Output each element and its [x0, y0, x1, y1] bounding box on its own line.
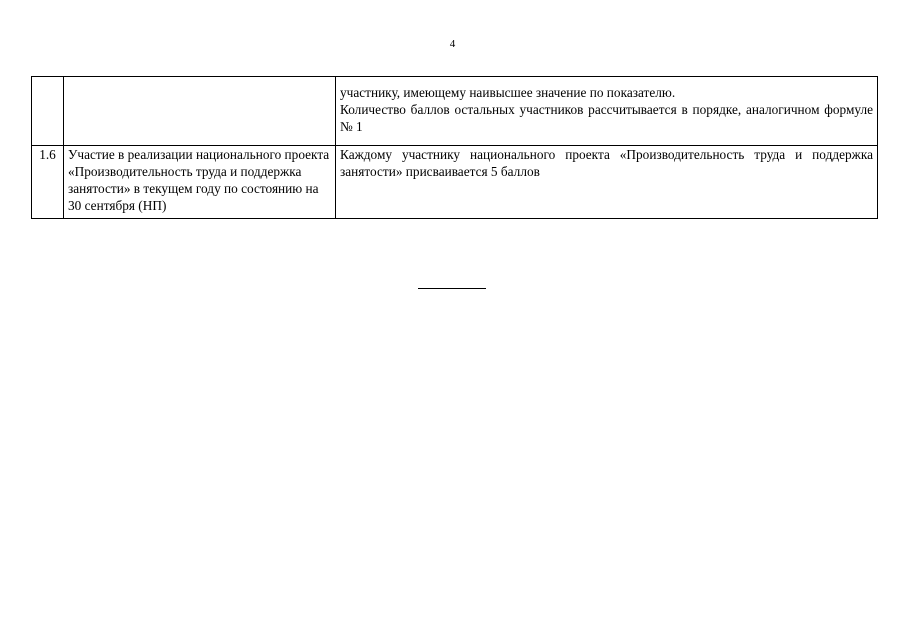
- closing-line-divider: [418, 288, 486, 289]
- criterion-name-cell: Участие в реализации национального проекта «Производительность труда и поддержка занятости» в текущем году по состоянию на 30 сентября (НП): [64, 146, 336, 219]
- row-number-cell: [32, 77, 64, 146]
- page-number: 4: [449, 38, 456, 50]
- criteria-table: [31, 76, 878, 219]
- description-line: Количество баллов остальных участников рассчитывается в порядке, аналогичном формуле № 1: [340, 102, 873, 134]
- row-number-cell: 1.6: [32, 146, 64, 219]
- table-row: [32, 77, 878, 146]
- criterion-description-cell: Каждому участнику национального проекта «Производительность труда и поддержка занятости» присваивается 5 баллов: [336, 146, 878, 219]
- table-row: [32, 146, 878, 219]
- criterion-name-cell: [64, 77, 336, 146]
- description-line: участнику, имеющему наивысшее значение по показателю.: [340, 85, 676, 100]
- criterion-description-cell: [336, 77, 878, 146]
